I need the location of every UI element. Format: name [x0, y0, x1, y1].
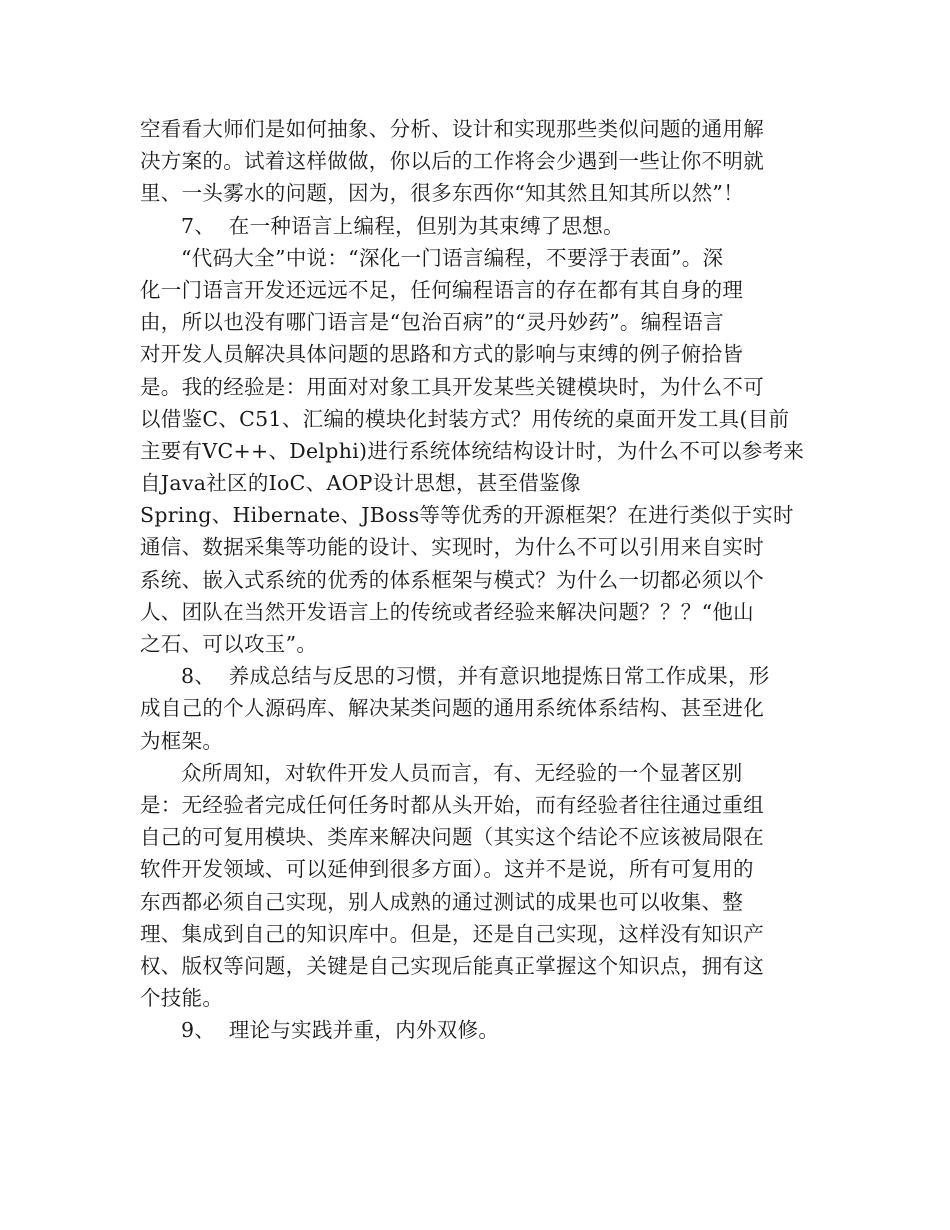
text-line: 自己的可复用模块、类库来解决问题（其实这个结论不应该被局限在	[140, 825, 764, 850]
text-line: 8、 养成总结与反思的习惯，并有意识地提炼日常工作成果，形	[181, 664, 770, 689]
text-line: 自Java社区的IoC、AOP设计思想，甚至借鉴像	[140, 471, 581, 496]
text-line: 成自己的个人源码库、解决某类问题的通用系统体系结构、甚至进化	[140, 696, 764, 721]
text-line: 是：无经验者完成任何任务时都从头开始，而有经验者往往通过重组	[140, 792, 764, 817]
text-line: 人、团队在当然开发语言上的传统或者经验来解决问题？？？“他山	[140, 599, 754, 624]
text-line: 里、一头雾水的问题，因为，很多东西你“知其然且知其所以然”！	[140, 181, 744, 206]
text-line: 空看看大师们是如何抽象、分析、设计和实现那些类似问题的通用解	[140, 117, 764, 141]
body-text	[140, 113, 820, 1046]
text-line: 对开发人员解决具体问题的思路和方式的影响与束缚的例子俯拾皆	[140, 342, 744, 367]
text-line: 为框架。	[140, 728, 224, 753]
text-line: 通信、数据采集等功能的设计、实现时，为什么不可以引用来自实时	[140, 535, 764, 560]
text-line: 众所周知，对软件开发人员而言，有、无经验的一个显著区别	[181, 760, 743, 785]
text-line: 东西都必须自己实现，别人成熟的通过测试的成果也可以收集、整	[140, 889, 744, 914]
text-line: 9、 理论与实践并重，内外双修。	[181, 1018, 500, 1043]
text-line: 理、集成到自己的知识库中。但是，还是自己实现，这样没有知识产	[140, 921, 764, 946]
text-line: “代码大全”中说：“深化一门语言编程，不要浮于表面”。深	[181, 245, 724, 270]
text-line: 以借鉴C、C51、汇编的模块化封装方式？用传统的桌面开发工具(目前	[140, 406, 790, 431]
text-line: 由，所以也没有哪门语言是“包治百病”的“灵丹妙药”。编程语言	[140, 310, 724, 335]
text-line: 软件开发领域、可以延伸到很多方面）。这并不是说，所有可复用的	[140, 857, 754, 882]
text-line: 7、 在一种语言上编程，但别为其束缚了思想。	[181, 213, 624, 238]
text-line: 个技能。	[140, 986, 224, 1011]
text-line: 系统、嵌入式系统的优秀的体系框架与模式？为什么一切都必须以个	[140, 567, 764, 592]
text-line: 决方案的。试着这样做做，你以后的工作将会少遇到一些让你不明就	[140, 149, 764, 174]
text-line: 主要有VC++、Delphi)进行系统体统结构设计时，为什么不可以参考来	[140, 438, 805, 463]
text-line: 化一门语言开发还远远不足，任何编程语言的存在都有其自身的理	[140, 277, 744, 302]
text-line: Spring、Hibernate、JBoss等等优秀的开源框架？在进行类似于实时	[140, 503, 794, 528]
text-line: 权、版权等问题，关键是自己实现后能真正掌握这个知识点，拥有这	[140, 953, 764, 978]
text-line: 之石、可以攻玉”。	[140, 632, 318, 656]
text-line: 是。我的经验是：用面对对象工具开发某些关键模块时，为什么不可	[140, 374, 764, 399]
